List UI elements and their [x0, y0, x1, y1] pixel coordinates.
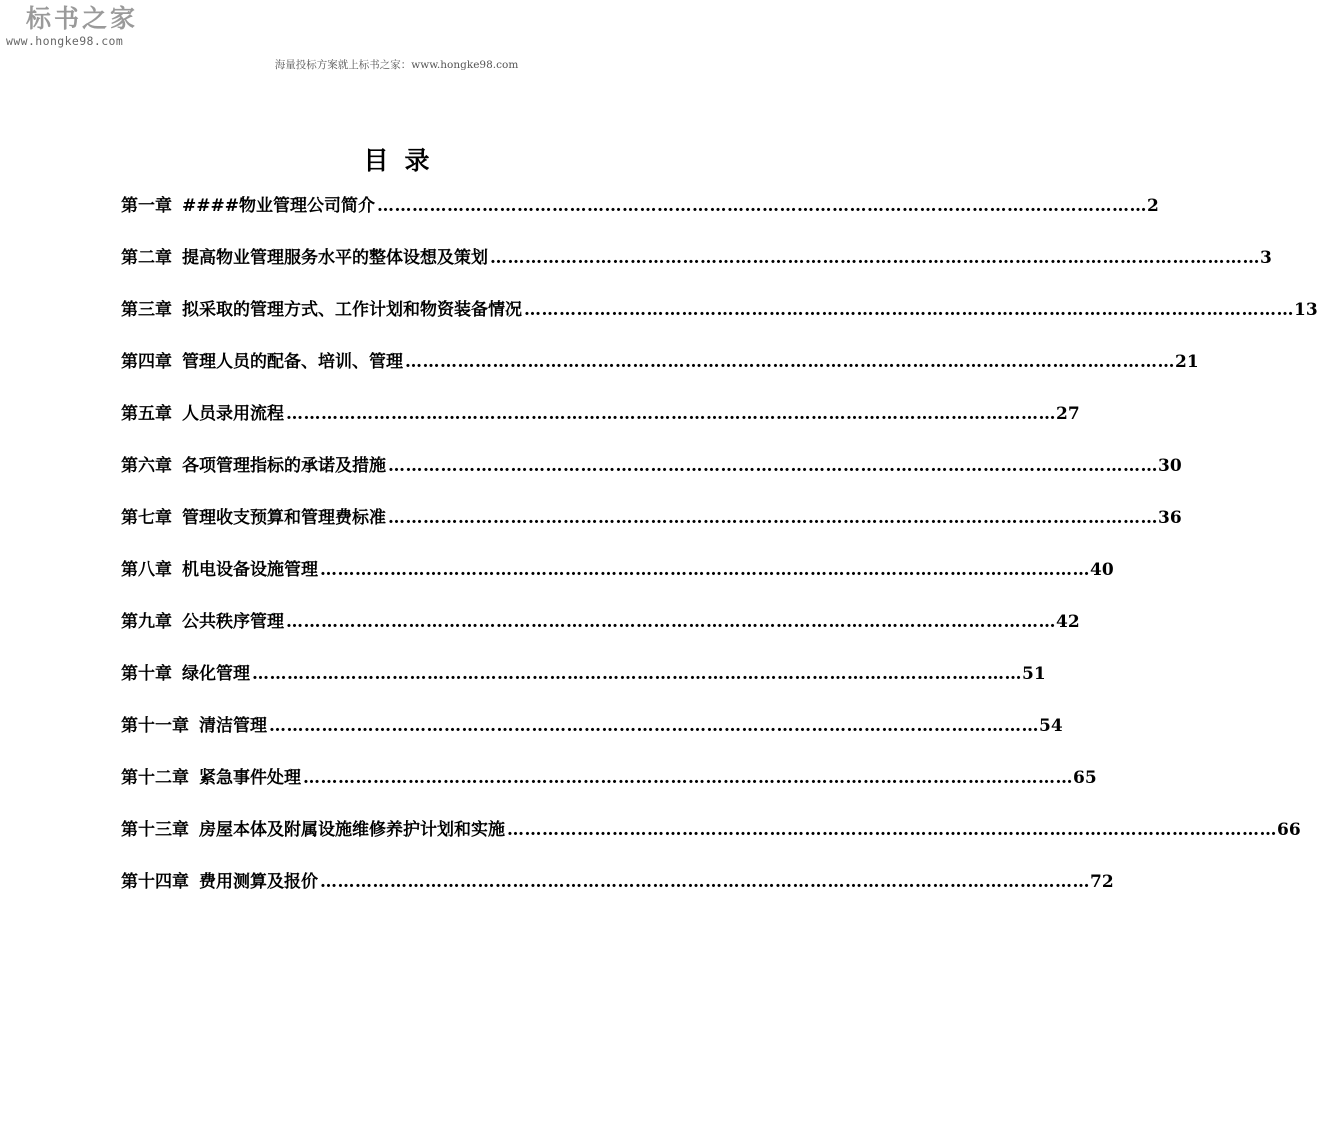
toc-chapter-number: 第一章	[121, 196, 172, 216]
toc-leader-dots: ……………………………………………………………………………………………………………………	[388, 508, 1158, 528]
toc-chapter-number: 第四章	[121, 352, 172, 372]
toc-chapter-number: 第三章	[121, 300, 172, 320]
toc-chapter-title: 房屋本体及附属设施维修养护计划和实施	[199, 820, 505, 840]
table-of-contents	[121, 194, 1318, 922]
toc-entry[interactable]	[121, 350, 1199, 402]
toc-entry[interactable]	[121, 870, 1114, 922]
toc-page-number: 13	[1294, 300, 1318, 320]
toc-page-number: 21	[1175, 352, 1199, 372]
toc-leader-dots: ……………………………………………………………………………………………………………………	[286, 404, 1056, 424]
toc-entry[interactable]	[121, 662, 1046, 714]
page-title-text: 目录	[363, 146, 446, 175]
toc-leader-dots: ……………………………………………………………………………………………………………………	[252, 664, 1022, 684]
toc-page-number: 2	[1146, 196, 1159, 216]
toc-entry[interactable]	[121, 558, 1114, 610]
toc-chapter-number: 第十一章	[121, 716, 189, 736]
site-logo[interactable]	[6, 4, 138, 48]
toc-page-number: 3	[1260, 248, 1272, 268]
page-header: 海量投标方案就上标书之家：www.hongke98.com	[274, 59, 519, 71]
toc-chapter-title: 提高物业管理服务水平的整体设想及策划	[182, 248, 488, 268]
toc-chapter-number: 第十四章	[121, 872, 189, 892]
toc-chapter-number: 第十二章	[121, 768, 189, 788]
page-title	[0, 141, 793, 177]
toc-entry[interactable]	[121, 610, 1080, 662]
toc-page-number: 36	[1158, 508, 1182, 528]
toc-entry[interactable]	[121, 506, 1182, 558]
toc-leader-dots: ……………………………………………………………………………………………………………………	[320, 560, 1090, 580]
toc-chapter-title: 管理人员的配备、培训、管理	[182, 352, 403, 372]
toc-page-number: 66	[1277, 820, 1301, 840]
toc-chapter-title: 管理收支预算和管理费标准	[182, 508, 386, 528]
toc-chapter-number: 第七章	[121, 508, 172, 528]
logo-title: 标书之家	[26, 4, 139, 33]
toc-entry[interactable]	[121, 298, 1318, 350]
logo-url: www.hongke98.com	[6, 34, 124, 48]
toc-chapter-title: 公共秩序管理	[182, 612, 284, 632]
toc-chapter-number: 第十章	[121, 664, 172, 684]
toc-leader-dots: ……………………………………………………………………………………………………………………	[490, 248, 1260, 268]
toc-chapter-number: 第九章	[121, 612, 172, 632]
toc-leader-dots: ……………………………………………………………………………………………………………………	[269, 716, 1039, 736]
toc-chapter-number: 第六章	[121, 456, 172, 476]
toc-chapter-title: 紧急事件处理	[199, 768, 301, 788]
toc-chapter-number: 第八章	[121, 560, 172, 580]
toc-entry[interactable]	[121, 714, 1063, 766]
toc-leader-dots: ……………………………………………………………………………………………………………………	[376, 196, 1147, 216]
toc-leader-dots: ……………………………………………………………………………………………………………………	[303, 768, 1073, 788]
toc-page-number: 40	[1090, 560, 1114, 580]
toc-leader-dots: ……………………………………………………………………………………………………………………	[388, 456, 1158, 476]
toc-page-number: 30	[1158, 456, 1182, 476]
toc-page-number: 65	[1073, 768, 1097, 788]
toc-chapter-title: 机电设备设施管理	[182, 560, 318, 580]
toc-entry[interactable]	[121, 194, 1159, 246]
toc-entry[interactable]	[121, 454, 1182, 506]
toc-chapter-number: 第十三章	[121, 820, 189, 840]
toc-chapter-title: 各项管理指标的承诺及措施	[182, 456, 386, 476]
toc-leader-dots: ……………………………………………………………………………………………………………………	[320, 872, 1090, 892]
toc-page-number: 27	[1056, 404, 1080, 424]
toc-chapter-title: ####物业管理公司简介	[182, 196, 375, 216]
toc-page-number: 51	[1022, 664, 1046, 684]
toc-entry[interactable]	[121, 818, 1301, 870]
toc-chapter-title: 拟采取的管理方式、工作计划和物资装备情况	[182, 300, 522, 320]
toc-leader-dots: ……………………………………………………………………………………………………………………	[524, 300, 1294, 320]
toc-entry[interactable]	[121, 402, 1080, 454]
toc-entry[interactable]	[121, 766, 1097, 818]
toc-leader-dots: ……………………………………………………………………………………………………………………	[286, 612, 1056, 632]
toc-chapter-number: 第二章	[121, 248, 172, 268]
toc-leader-dots: ……………………………………………………………………………………………………………………	[507, 820, 1277, 840]
toc-entry[interactable]	[121, 246, 1272, 298]
toc-chapter-title: 清洁管理	[199, 716, 267, 736]
toc-chapter-number: 第五章	[121, 404, 172, 424]
toc-chapter-title: 人员录用流程	[182, 404, 284, 424]
toc-page-number: 54	[1039, 716, 1063, 736]
toc-page-number: 42	[1056, 612, 1080, 632]
toc-leader-dots: ……………………………………………………………………………………………………………………	[405, 352, 1175, 372]
toc-chapter-title: 绿化管理	[182, 664, 250, 684]
toc-page-number: 72	[1090, 872, 1114, 892]
toc-chapter-title: 费用测算及报价	[199, 872, 318, 892]
